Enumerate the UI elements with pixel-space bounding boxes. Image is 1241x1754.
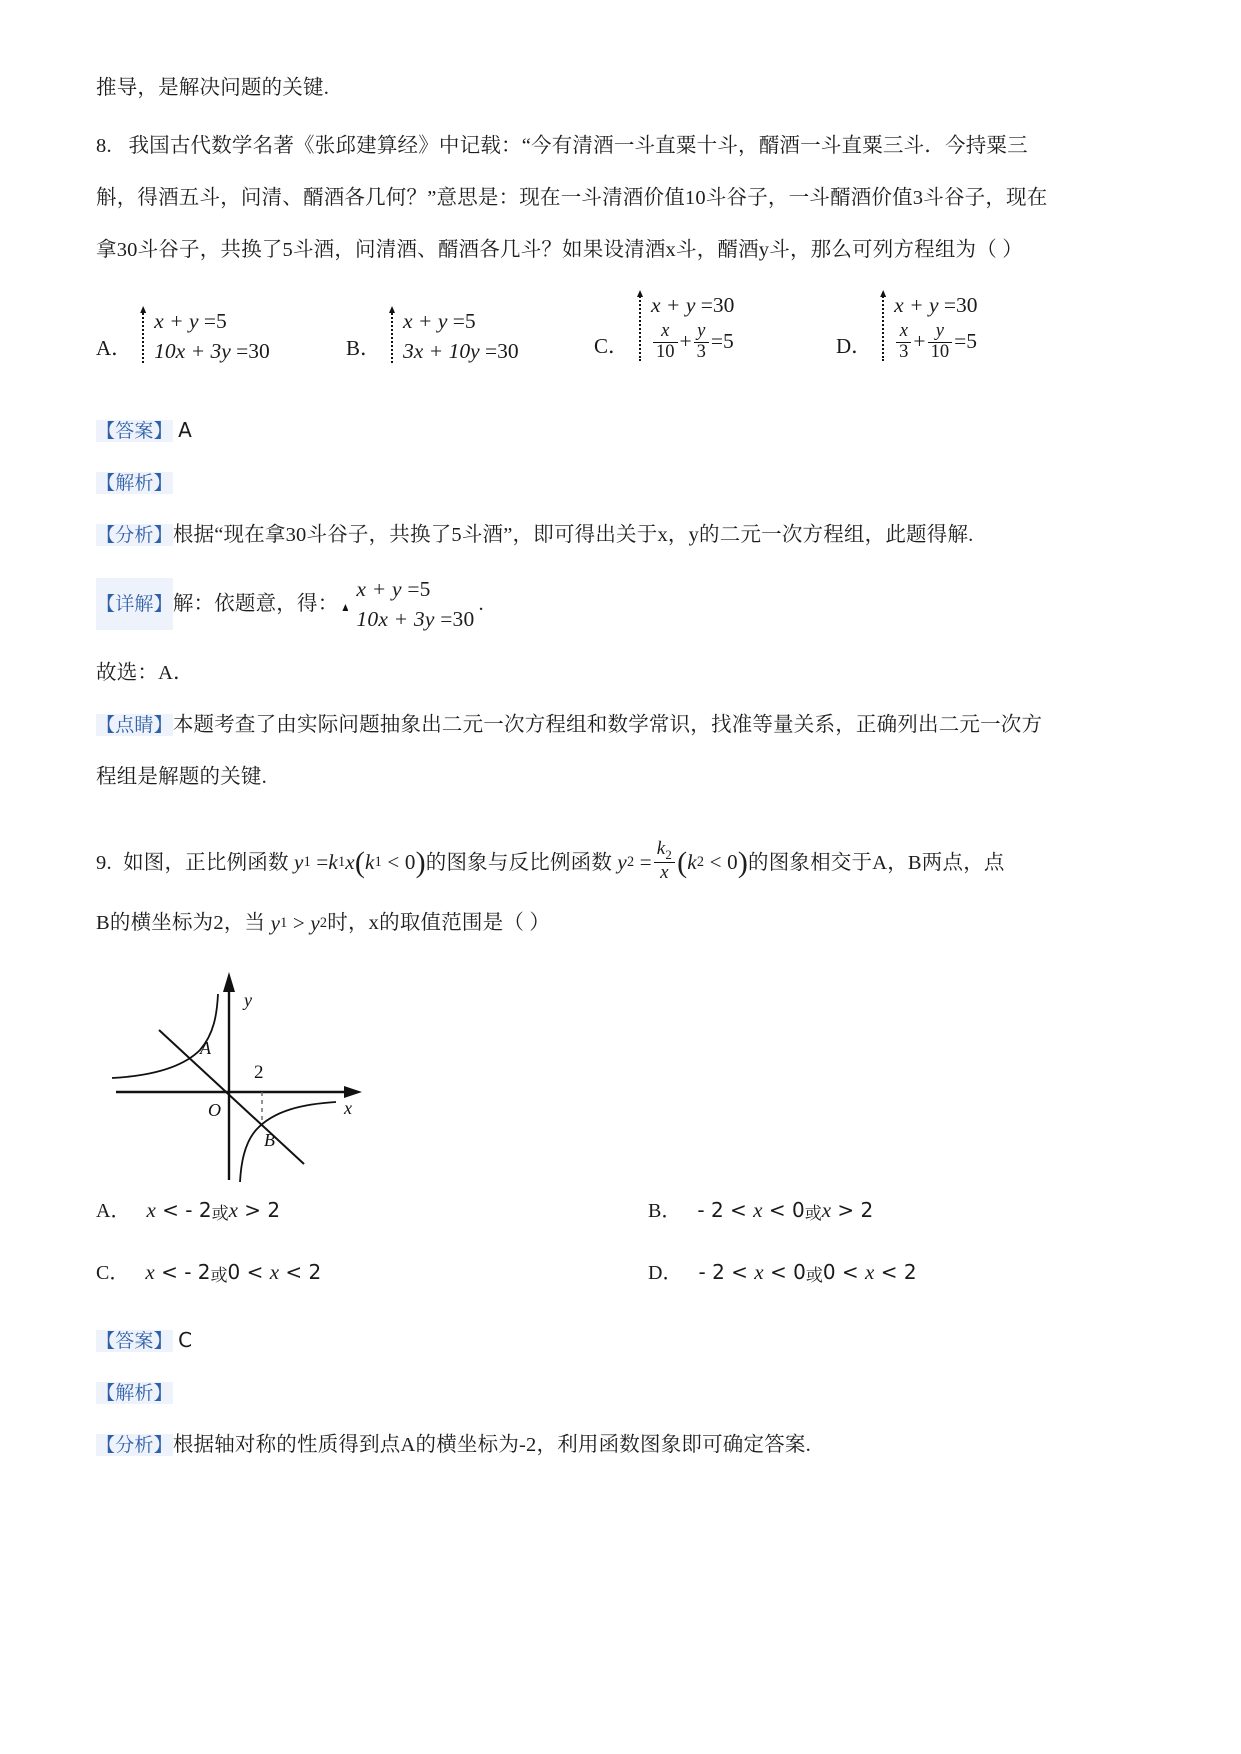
brace-icon	[389, 306, 398, 366]
option-b-label: B．	[648, 1199, 682, 1222]
insight-tag: 【点睛】	[96, 714, 173, 736]
option-a-system	[140, 306, 270, 366]
question-8-stem	[96, 120, 1106, 276]
question-9-answer-line	[96, 1314, 1106, 1367]
axis-y-label: y	[244, 989, 252, 1010]
detail-equation-2: 10x + 3y =30	[356, 607, 475, 631]
question-8-analysis-text: 根据“现在拿30斗谷子，共换了5斗酒”，即可得出关于x，y的二元一次方程组，此题得解.	[172, 524, 974, 546]
question-8-stem-line-3: 拿30斗谷子，共换了5斗酒，问清酒、醑酒各几斗？如果设清酒x斗，醑酒y斗，那么可列方程组为（ ）	[96, 239, 1023, 261]
option-c-label: C．	[96, 1261, 130, 1284]
question-9-answer-value: C	[178, 1327, 193, 1352]
point-b-label: B	[264, 1129, 275, 1150]
question-9-stem	[96, 833, 1106, 954]
option-c-system	[637, 290, 734, 364]
question-9-formula-3: y 1 > y 2	[270, 910, 328, 935]
option-d-system	[880, 290, 977, 364]
lead-line-text: 推导，是解决问题的关键.	[96, 77, 330, 99]
option-d-label: D．	[648, 1261, 683, 1284]
question-8-choose-text: 故选：A．	[96, 662, 194, 684]
question-9-stem-c: 的图象相交于A，B两点，点	[748, 852, 1005, 874]
analysis-tag: 【分析】	[96, 524, 173, 546]
fraction-x-over-3: $\frac{x}{3}$	[896, 322, 911, 363]
question-8-detail-prefix: 解：依题意，得：	[172, 593, 339, 615]
coordinate-graph	[104, 968, 394, 1188]
explain-tag: 【解析】	[96, 1381, 173, 1404]
question-9-number: 9.	[96, 852, 112, 874]
detail-equation-1: x + y =5	[356, 577, 431, 601]
question-8-answer-line	[96, 404, 1106, 457]
option-c-equation-2: $\frac{x}{10}$ + $\frac{y}{3}$ =5	[651, 320, 734, 364]
question-8-detail-system	[342, 574, 474, 634]
option-c-label: C．	[594, 334, 630, 358]
option-a-text: x < - 2或x > 2	[146, 1197, 281, 1224]
option-a-equation-2: 10x + 3y =30	[154, 339, 270, 363]
question-9-stem-b: 的图象与反比例函数	[425, 852, 613, 874]
question-9-stem-a: 如图，正比例函数	[123, 852, 289, 874]
page-content	[96, 62, 1106, 1471]
question-8-insight	[96, 699, 1106, 803]
option-b-system	[389, 306, 519, 366]
question-8-option-c[interactable]	[594, 290, 734, 364]
answer-tag: 【答案】	[96, 420, 173, 442]
question-9-explain-line	[96, 1367, 1106, 1419]
fraction-x-over-10: $\frac{x}{10}$	[653, 322, 678, 363]
option-d-text: - 2 < x < 0或0 < x < 2	[698, 1259, 917, 1286]
question-8-choose-line	[96, 647, 1106, 699]
option-a-label: A．	[96, 1199, 131, 1222]
option-b-label: B．	[346, 336, 382, 360]
tick-label-2: 2	[254, 1061, 264, 1083]
question-9-option-d[interactable]	[648, 1256, 917, 1286]
option-d-label: D．	[836, 334, 873, 358]
question-8-options	[96, 290, 1106, 386]
fraction-y-over-3: $\frac{y}{3}$	[694, 322, 709, 363]
question-8-analysis-line	[96, 509, 1106, 561]
axis-x-label: x	[344, 1097, 352, 1118]
option-b-equation-1: x + y =5	[403, 309, 476, 333]
answer-tag: 【答案】	[96, 1329, 173, 1352]
question-8-option-d[interactable]	[836, 290, 978, 364]
question-9-figure	[96, 968, 1106, 1194]
question-8-detail-suffix: .	[478, 593, 484, 615]
origin-label: O	[208, 1099, 221, 1120]
fraction-y-over-10: $\frac{y}{10}$	[928, 322, 953, 363]
question-8-stem-line-1: 我国古代数学名著《张邱建算经》中记载：“今有清酒一斗直粟十斗，醑酒一斗直粟三斗．今持粟三	[128, 135, 1028, 157]
question-8-number: 8.	[96, 135, 112, 157]
explain-tag: 【解析】	[96, 472, 173, 494]
question-8-detail-line	[96, 561, 1106, 647]
option-b-equation-2: 3x + 10y =30	[403, 339, 519, 363]
question-9-formula-1: y 1 = k 1 x ( k 1 < 0 )	[294, 846, 426, 880]
option-d-equation-2: $\frac{x}{3}$ + $\frac{y}{10}$ =5	[894, 320, 977, 364]
question-8-option-b[interactable]	[346, 306, 519, 366]
question-9-option-a[interactable]	[96, 1194, 280, 1224]
question-8-answer-value: A	[178, 418, 193, 442]
fraction-k2-over-x: $\frac{k_2}{x}$	[654, 839, 675, 883]
brace-icon	[637, 290, 646, 364]
lead-line	[96, 62, 1106, 114]
option-a-label: A．	[96, 336, 133, 360]
option-d-equation-1: x + y =30	[894, 293, 978, 318]
question-9-options	[96, 1194, 1106, 1310]
analysis-tag: 【分析】	[96, 1433, 173, 1456]
brace-icon	[880, 290, 889, 364]
question-9-formula-2: y 2 = $\frac{k_2}{x}$ ( k 2 < 0 )	[617, 838, 749, 883]
question-8-insight-line-2: 程组是解题的关键.	[96, 766, 267, 788]
question-9-option-c[interactable]	[96, 1256, 321, 1286]
question-8-insight-line-1: 本题考查了由实际问题抽象出二元一次方程组和数学常识，找准等量关系，正确列出二元一次方	[172, 714, 1043, 736]
point-a-label: A	[200, 1037, 211, 1058]
option-b-text: - 2 < x < 0或x > 2	[697, 1197, 874, 1224]
question-9-stem-line2-a: B的横坐标为2，当	[96, 912, 266, 935]
question-9-stem-line2-b: 时，x的取值范围是（ ）	[327, 912, 551, 935]
question-9-option-b[interactable]	[648, 1194, 873, 1224]
detail-tag: 【详解】	[96, 578, 173, 630]
brace-icon	[140, 306, 149, 366]
question-8-stem-line-2: 斛，得酒五斗，问清、醑酒各几何？”意思是：现在一斗清酒价值10斗谷子，一斗醑酒价值3斗谷子，现在	[96, 187, 1048, 209]
option-c-equation-1: x + y =30	[651, 293, 735, 318]
option-c-text: x < - 2或0 < x < 2	[145, 1259, 322, 1286]
option-a-equation-1: x + y =5	[154, 309, 227, 333]
question-8-explain-line	[96, 457, 1106, 509]
question-8-option-a[interactable]	[96, 306, 270, 366]
question-9-analysis-line	[96, 1419, 1106, 1471]
question-9-analysis-text: 根据轴对称的性质得到点A的横坐标为-2，利用函数图象即可确定答案.	[172, 1433, 811, 1456]
